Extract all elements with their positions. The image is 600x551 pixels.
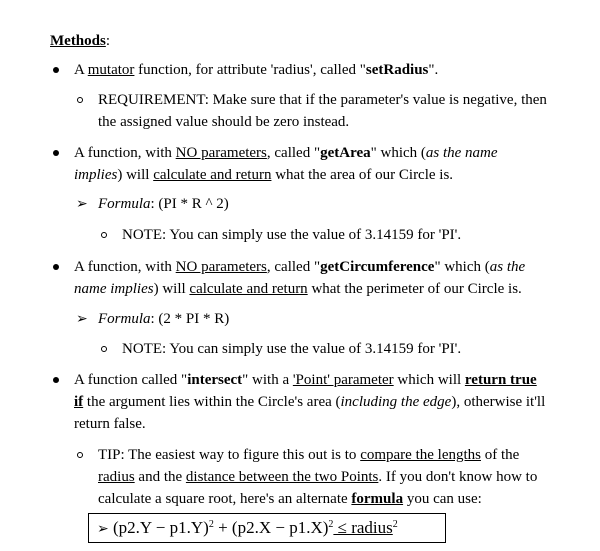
item-setradius-line: A mutator function, for attribute 'radius', called "setRadius". (74, 62, 439, 78)
requirement-line-2: the assigned value should be zero instead. (98, 114, 350, 130)
item-getcircumference-line-1: A function, with NO parameters, called "getCircumference" which (as the (74, 259, 526, 275)
arrow-bullet-icon: ➢ (76, 197, 88, 212)
bullet-dot (53, 377, 59, 383)
sub-bullet-ring (77, 452, 83, 458)
circumference-note-line: NOTE: You can simply use the value of 3.14159 for 'PI'. (122, 341, 462, 357)
item-intersect-line-3: return false. (74, 416, 146, 432)
area-note-line: NOTE: You can simply use the value of 3.14159 for 'PI'. (122, 227, 462, 243)
methods-heading (50, 30, 110, 53)
sub-bullet-ring (101, 346, 107, 352)
item-getcircumference-line-2: name implies) will calculate and return what the perimeter of our Circle is. (74, 281, 522, 297)
arrow-bullet-icon: ➢ (97, 522, 109, 537)
item-intersect-line-2: if the argument lies within the Circle's area (including the edge), otherwise it'll (74, 394, 546, 410)
tip-line-3: calculate a square root, here's an alternate formula you can use: (98, 491, 482, 507)
sub-bullet-ring (101, 232, 107, 238)
bullet-dot (53, 150, 59, 156)
methods-colon: : (105, 33, 111, 49)
bullet-dot (53, 264, 59, 270)
distance-formula: $(p2.Y - p1.Y)^2 + (p2.X - p1.X)^2$ ≤ radius$^2$ (112, 518, 398, 537)
sub-bullet-ring (77, 97, 83, 103)
area-formula-line: Formula: (PI * R ^ 2) (98, 196, 229, 212)
arrow-bullet-icon: ➢ (76, 312, 88, 327)
tip-line-2: radius and the distance between the two Points. If you don't know how to (98, 469, 538, 485)
item-getarea-line-2: implies) will calculate and return what the area of our Circle is. (74, 167, 454, 183)
methods-title: Methods (50, 33, 106, 49)
distance-formula-box (88, 513, 446, 543)
circumference-formula-line: Formula: (2 * PI * R) (98, 311, 230, 327)
requirement-line-1: REQUIREMENT: Make sure that if the parameter's value is negative, then (98, 92, 547, 108)
tip-line-1: TIP: The easiest way to figure this out is to compare the lengths of the (98, 447, 520, 463)
item-getarea-line-1: A function, with NO parameters, called "getArea" which (as the name (74, 145, 498, 161)
item-intersect-line-1: A function called "intersect" with a 'Point' parameter which will return true (74, 372, 537, 388)
bullet-dot (53, 67, 59, 73)
